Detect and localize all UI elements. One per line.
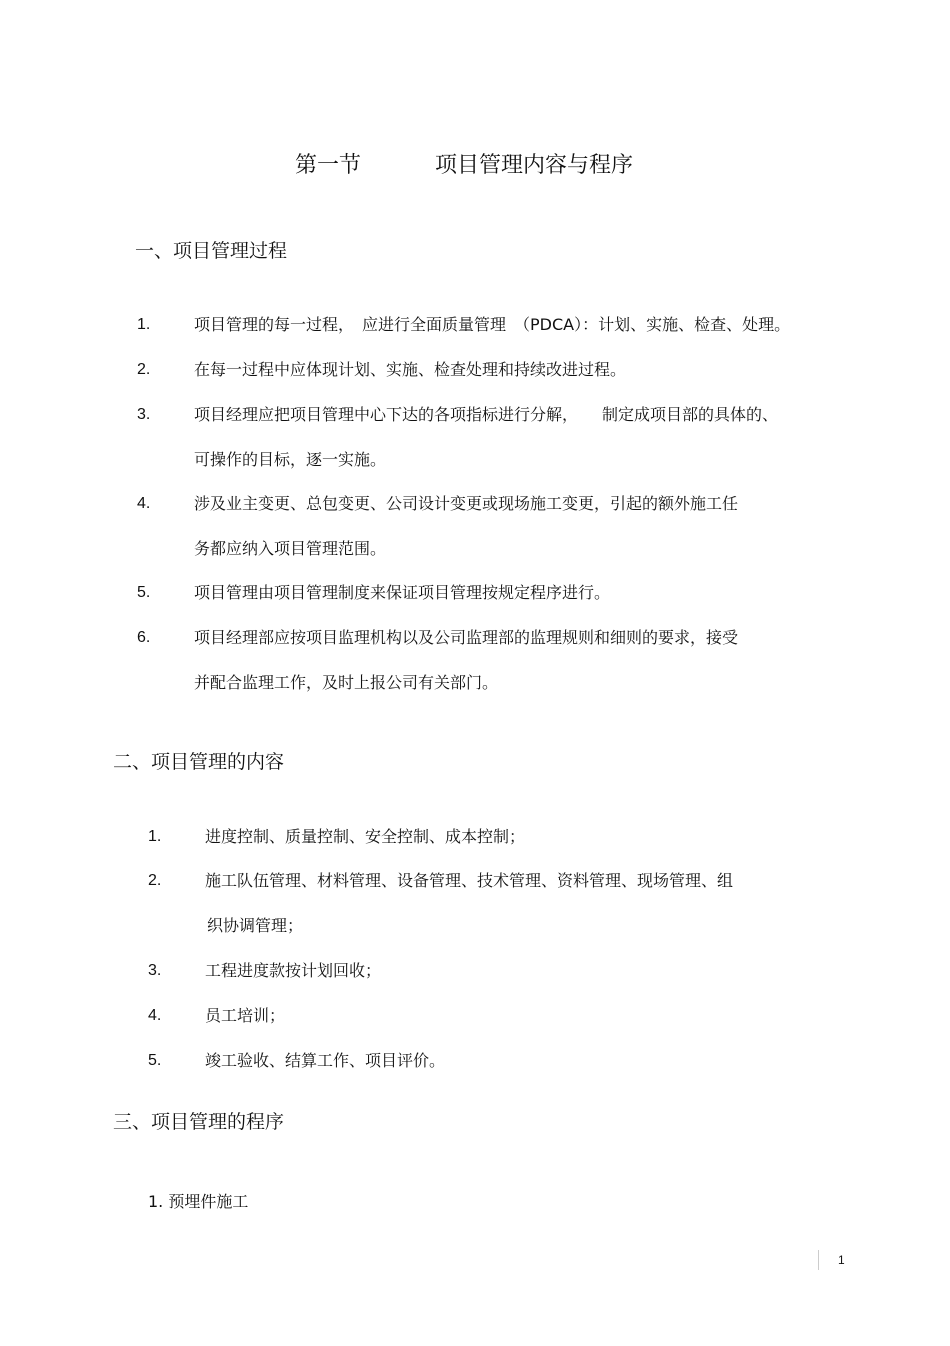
list-item-text: 项目管理的每一过程， 应进行全面质量管理 （PDCA）：计划、实施、检查、处理。 <box>194 315 791 334</box>
list-item-continuation: 务都应纳入项目管理范围。 <box>194 539 387 558</box>
list-item-number: 4. <box>137 495 151 512</box>
list-item-number: 5. <box>148 1052 162 1069</box>
list-item-text: 在每一过程中应体现计划、实施、检查处理和持续改进过程。 <box>194 360 627 379</box>
heading-project-content: 二、项目管理的内容 <box>113 751 285 773</box>
list-item-text: 1. 预埋件施工 <box>148 1192 249 1211</box>
footer-divider <box>818 1250 819 1270</box>
list-item-number: 6. <box>137 629 151 646</box>
list-item-continuation: 织协调管理； <box>207 916 304 935</box>
heading-project-process: 一、项目管理过程 <box>135 240 288 262</box>
list-item-number: 1. <box>137 316 151 333</box>
list-item-number: 5. <box>137 584 151 601</box>
list-item-number: 1. <box>148 828 162 845</box>
list-item-text: 施工队伍管理、材料管理、设备管理、技术管理、资料管理、现场管理、组 <box>205 871 734 890</box>
heading-project-procedure: 三、项目管理的程序 <box>113 1111 285 1133</box>
list-item-text: 涉及业主变更、总包变更、公司设计变更或现场施工变更，引起的额外施工任 <box>194 494 739 513</box>
list-item-number: 3. <box>148 962 162 979</box>
list-item-continuation: 并配合监理工作，及时上报公司有关部门。 <box>194 673 499 692</box>
list-item-number: 3. <box>137 406 151 423</box>
list-item-number: 2. <box>148 872 162 889</box>
list-item-text: 工程进度款按计划回收； <box>205 961 382 980</box>
section-title: 项目管理内容与程序 <box>435 153 634 178</box>
list-item-continuation: 可操作的目标，逐一实施。 <box>194 450 387 469</box>
list-item-text: 项目管理由项目管理制度来保证项目管理按规定程序进行。 <box>194 583 611 602</box>
list-item-text: 项目经理部应按项目监理机构以及公司监理部的监理规则和细则的要求，接受 <box>194 628 739 647</box>
section-number: 第一节 <box>295 153 362 178</box>
list-item-text: 项目经理应把项目管理中心下达的各项指标进行分解， 制定成项目部的具体的、 <box>194 405 779 424</box>
list-item-number: 2. <box>137 361 151 378</box>
list-item-text: 进度控制、质量控制、安全控制、成本控制； <box>205 827 526 846</box>
page-title <box>0 150 950 182</box>
list-item-text: 竣工验收、结算工作、项目评价。 <box>205 1051 446 1070</box>
list-item-text: 员工培训； <box>205 1006 286 1025</box>
list-item-number: 4. <box>148 1007 162 1024</box>
page-number: 1 <box>838 1253 845 1267</box>
